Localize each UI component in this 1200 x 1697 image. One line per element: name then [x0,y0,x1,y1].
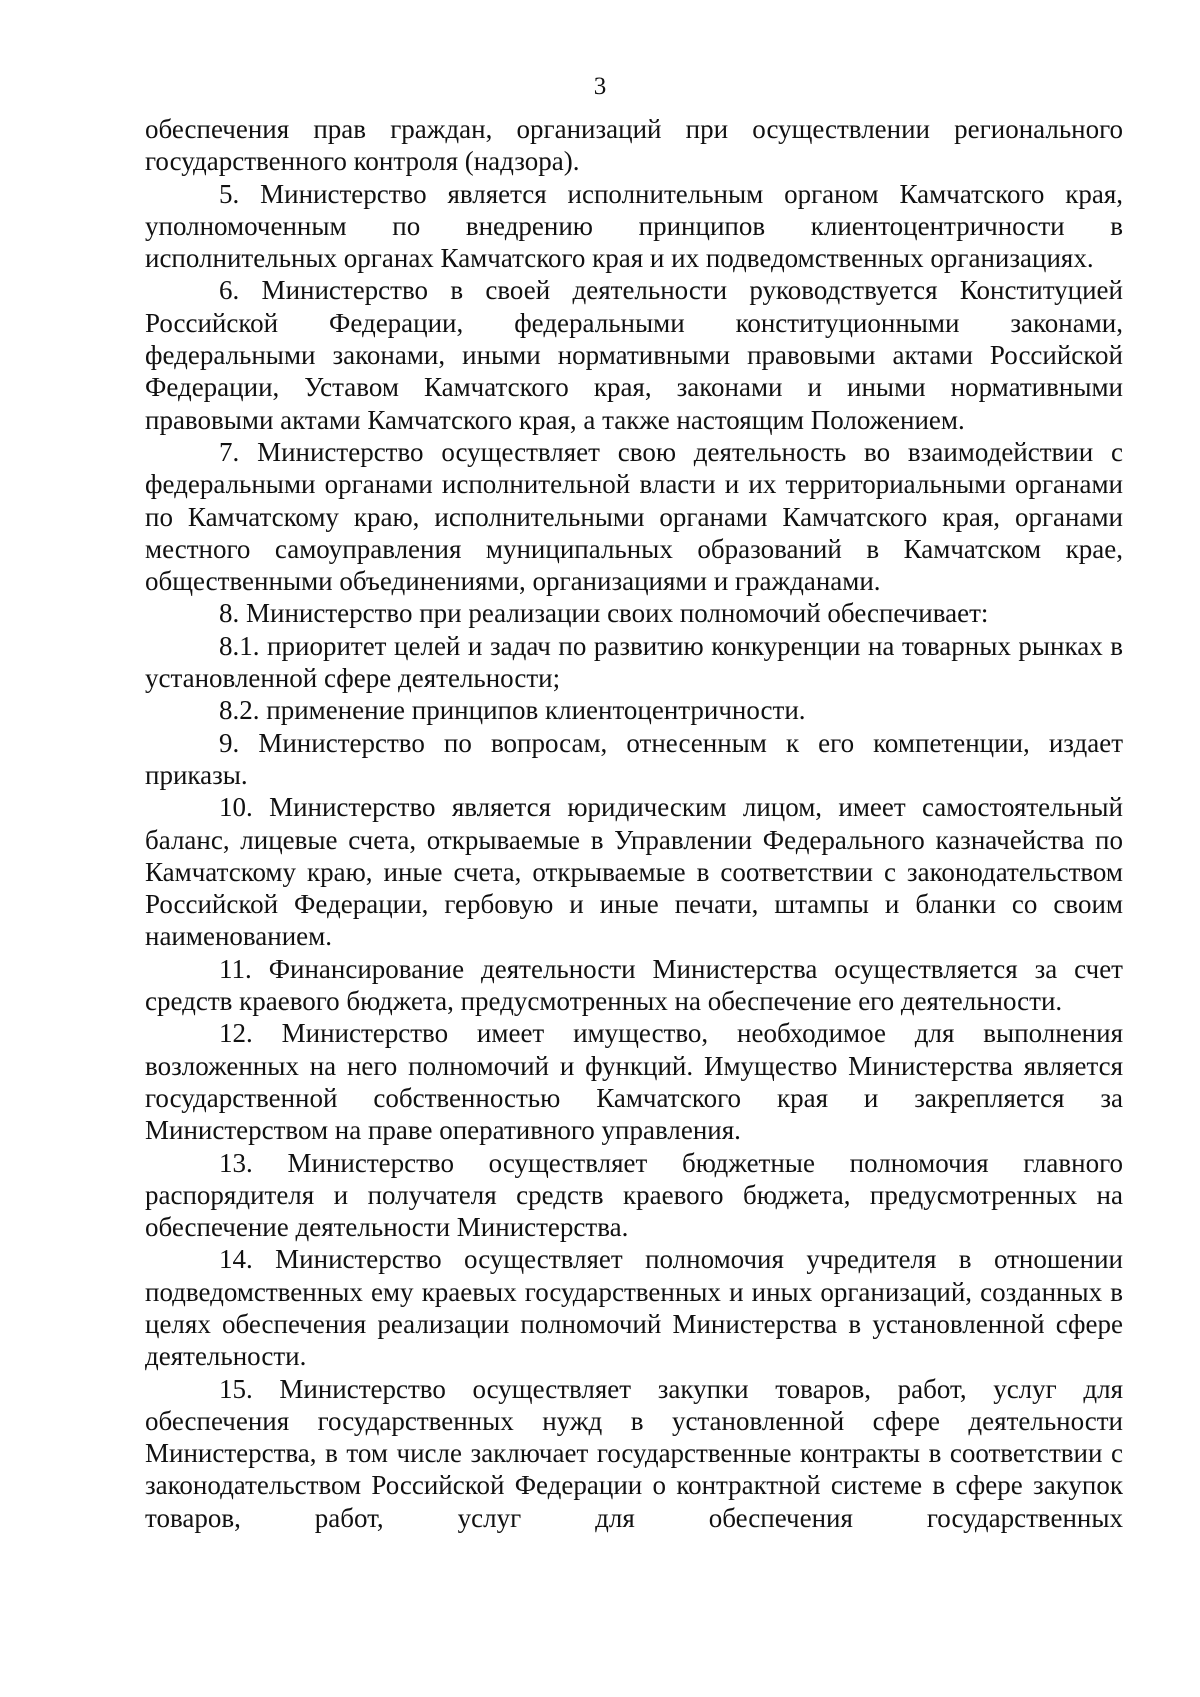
paragraph-12: 12. Министерство имеет имущество, необходимое для выполнения возложенных на него полномочий и функций. Имущество Министерства является государственной собственностью Камчатского края и закрепляется за Министерством на праве оперативного управления. [145,1018,1123,1146]
paragraph-8: 8. Министерство при реализации своих полномочий обеспечивает: [219,598,989,629]
paragraph-8-2: 8.2. применение принципов клиентоцентричности. [219,695,806,726]
page-number: 3 [593,73,607,100]
paragraph-7: 7. Министерство осуществляет свою деятельность во взаимодействии с федеральными органами исполнительной власти и их территориальными органами по Камчатскому краю, исполнительными органами Камчатского края, органами местного самоуправления муниципальных образований в Камчатском крае, общественными объединениями, организациями и гражданами. [145,436,1123,597]
paragraph-8-1: 8.1. приоритет целей и задач по развитию конкуренции на товарных рынках в установленной сфере деятельности; [145,630,1123,694]
paragraph-continuation: обеспечения прав граждан, организаций при осуществлении регионального государственного контроля (надзора). [145,114,1123,177]
paragraph-11: 11. Финансирование деятельности Министерства осуществляется за счет средств краевого бюджета, предусмотренных на обеспечение его деятельности. [145,953,1123,1017]
document-body [145,113,1123,1534]
paragraph-5: 5. Министерство является исполнительным органом Камчатского края, уполномоченным по внедрению принципов клиентоцентричности в исполнительных органах Камчатского края и их подведомственных организациях. [145,178,1123,274]
paragraph-13: 13. Министерство осуществляет бюджетные полномочия главного распорядителя и получателя средств краевого бюджета, предусмотренных на обеспечение деятельности Министерства. [145,1147,1123,1243]
paragraph-9: 9. Министерство по вопросам, отнесенным к его компетенции, издает приказы. [145,727,1123,790]
paragraph-14: 14. Министерство осуществляет полномочия учредителя в отношении подведомственных ему краевых государственных и иных организаций, созданных в целях обеспечения реализации полномочий Министерства в установленной сфере деятельности. [145,1244,1123,1372]
paragraph-15: 15. Министерство осуществляет закупки товаров, работ, услуг для обеспечения государственных нужд в установленной сфере деятельности Министерства, в том числе заключает государственные контракты в соответствии с законодательством Российской Федерации о контрактной системе в сфере закупок товаров, работ, услуг для обеспечения государственных [145,1373,1123,1533]
paragraph-10: 10. Министерство является юридическим лицом, имеет самостоятельный баланс, лицевые счета, открываемые в Управлении Федерального казначейства по Камчатскому краю, иные счета, открываемые в соответствии с законодательством Российской Федерации, гербовую и иные печати, штампы и бланки со своим наименованием. [145,792,1123,952]
paragraph-6: 6. Министерство в своей деятельности руководствуется Конституцией Российской Федерации, федеральными конституционными законами, федеральными законами, иными нормативными правовыми актами Российской Федерации, Уставом Камчатского края, законами и иными нормативными правовыми актами Камчатского края, а также настоящим Положением. [145,275,1123,435]
